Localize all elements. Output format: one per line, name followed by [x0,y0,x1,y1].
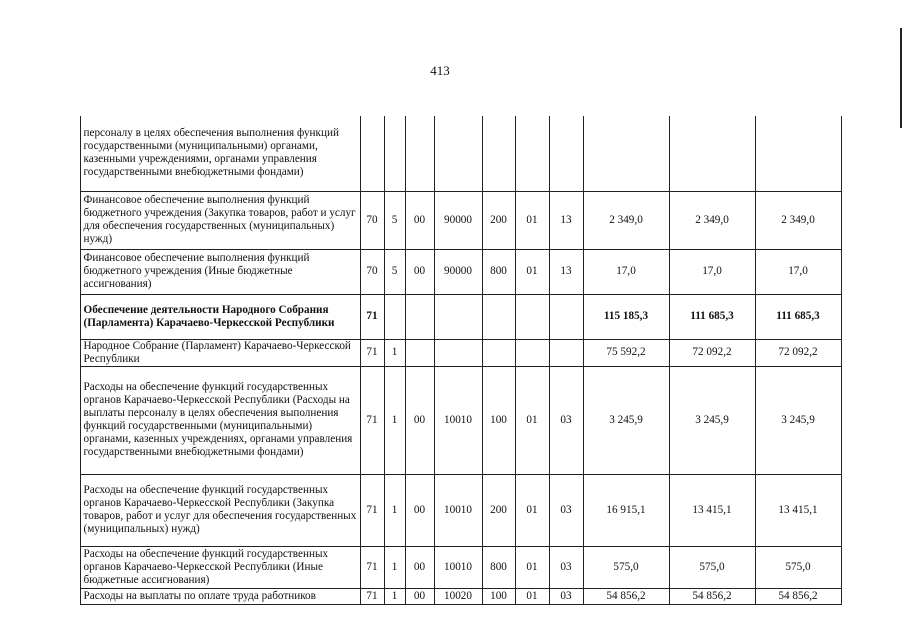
subsection-code: 5 [384,249,405,294]
amount-year-1: 2 349,0 [583,191,669,249]
table-row [70,588,841,604]
row-name: Народное Собрание (Парламент) Карачаево-Черкесской Республики [80,339,360,366]
amount-year-1: 115 185,3 [583,294,669,339]
table-row [70,116,841,191]
amount-year-3 [755,116,841,191]
amount-year-1: 575,0 [583,546,669,588]
row-name: Расходы на обеспечение функций государственных органов Карачаево-Черкесской Республики (Иные бюджетные ассигнования) [80,546,360,588]
budget-table [70,116,842,605]
subdivision-code: 13 [549,191,583,249]
subsection-code [384,294,405,339]
expense-code [434,294,482,339]
subdivision-code [549,294,583,339]
type-code [482,294,515,339]
margin-cell [70,294,80,339]
expense-code: 10020 [434,588,482,604]
table-row [70,294,841,339]
expense-code [434,116,482,191]
subsection-code: 1 [384,546,405,588]
table-row [70,249,841,294]
amount-year-2: 3 245,9 [669,366,755,474]
section-code: 71 [360,366,384,474]
division-code: 01 [515,474,549,546]
subsection-code: 1 [384,588,405,604]
amount-year-2: 13 415,1 [669,474,755,546]
type-code: 100 [482,588,515,604]
margin-cell [70,116,80,191]
page-number: 413 [430,63,450,78]
program-code: 00 [405,546,434,588]
subsection-code: 1 [384,366,405,474]
amount-year-3: 3 245,9 [755,366,841,474]
division-code [515,116,549,191]
division-code: 01 [515,249,549,294]
amount-year-1: 16 915,1 [583,474,669,546]
type-code: 800 [482,546,515,588]
subdivision-code: 03 [549,474,583,546]
subsection-code: 1 [384,339,405,366]
type-code [482,116,515,191]
section-code: 71 [360,474,384,546]
program-code: 00 [405,366,434,474]
amount-year-3: 2 349,0 [755,191,841,249]
margin-cell [70,366,80,474]
row-name: Финансовое обеспечение выполнения функций бюджетного учреждения (Иные бюджетные ассигнования) [80,249,360,294]
section-code: 71 [360,339,384,366]
expense-code [434,339,482,366]
row-name: Расходы на обеспечение функций государственных органов Карачаево-Черкесской Республики (Расходы на выплаты персоналу в целях обеспечения выполнения функций государственными (муниципальными) органами, казенных учреждениях, органами управления государственными внебюджетными фондами) [80,366,360,474]
amount-year-3: 111 685,3 [755,294,841,339]
subsection-code: 1 [384,474,405,546]
program-code [405,116,434,191]
section-code: 71 [360,546,384,588]
division-code: 01 [515,366,549,474]
scan-edge-mark [900,28,902,128]
program-code: 00 [405,474,434,546]
section-code: 71 [360,588,384,604]
division-code: 01 [515,546,549,588]
division-code [515,294,549,339]
margin-cell [70,191,80,249]
row-name: Обеспечение деятельности Народного Собрания (Парламента) Карачаево-Черкесской Республики [80,294,360,339]
amount-year-2: 72 092,2 [669,339,755,366]
subdivision-code [549,116,583,191]
margin-cell [70,588,80,604]
amount-year-3: 72 092,2 [755,339,841,366]
margin-cell [70,339,80,366]
table-row [70,191,841,249]
amount-year-1: 75 592,2 [583,339,669,366]
amount-year-2: 575,0 [669,546,755,588]
row-name: Расходы на обеспечение функций государственных органов Карачаево-Черкесской Республики (Закупка товаров, работ и услуг для обеспечения государственных (муниципальных) нужд) [80,474,360,546]
expense-code: 90000 [434,249,482,294]
row-name: Финансовое обеспечение выполнения функций бюджетного учреждения (Закупка товаров, работ и услуг для обеспечения государственных (муниципальных) нужд) [80,191,360,249]
amount-year-3: 17,0 [755,249,841,294]
amount-year-2: 17,0 [669,249,755,294]
section-code [360,116,384,191]
division-code [515,339,549,366]
margin-cell [70,249,80,294]
margin-cell [70,546,80,588]
amount-year-1 [583,116,669,191]
division-code: 01 [515,588,549,604]
table-row [70,474,841,546]
amount-year-2: 111 685,3 [669,294,755,339]
subsection-code: 5 [384,191,405,249]
type-code: 200 [482,474,515,546]
program-code [405,294,434,339]
amount-year-1: 54 856,2 [583,588,669,604]
expense-code: 10010 [434,366,482,474]
subsection-code [384,116,405,191]
subdivision-code: 03 [549,588,583,604]
margin-cell [70,474,80,546]
amount-year-2 [669,116,755,191]
type-code: 800 [482,249,515,294]
amount-year-3: 575,0 [755,546,841,588]
section-code: 71 [360,294,384,339]
subdivision-code: 03 [549,546,583,588]
type-code: 100 [482,366,515,474]
budget-table-body [70,116,841,604]
amount-year-1: 17,0 [583,249,669,294]
type-code: 200 [482,191,515,249]
amount-year-3: 13 415,1 [755,474,841,546]
table-row [70,339,841,366]
expense-code: 10010 [434,474,482,546]
division-code: 01 [515,191,549,249]
section-code: 70 [360,249,384,294]
program-code: 00 [405,588,434,604]
amount-year-2: 54 856,2 [669,588,755,604]
section-code: 70 [360,191,384,249]
expense-code: 90000 [434,191,482,249]
row-name: персоналу в целях обеспечения выполнения функций государственными (муниципальными) органами, казенными учреждениями, органами управления государственными внебюджетными фондами) [80,116,360,191]
subdivision-code: 03 [549,366,583,474]
table-row [70,366,841,474]
program-code: 00 [405,249,434,294]
amount-year-2: 2 349,0 [669,191,755,249]
type-code [482,339,515,366]
program-code [405,339,434,366]
amount-year-1: 3 245,9 [583,366,669,474]
table-row [70,546,841,588]
program-code: 00 [405,191,434,249]
subdivision-code: 13 [549,249,583,294]
row-name: Расходы на выплаты по оплате труда работников [80,588,360,604]
amount-year-3: 54 856,2 [755,588,841,604]
expense-code: 10010 [434,546,482,588]
subdivision-code [549,339,583,366]
